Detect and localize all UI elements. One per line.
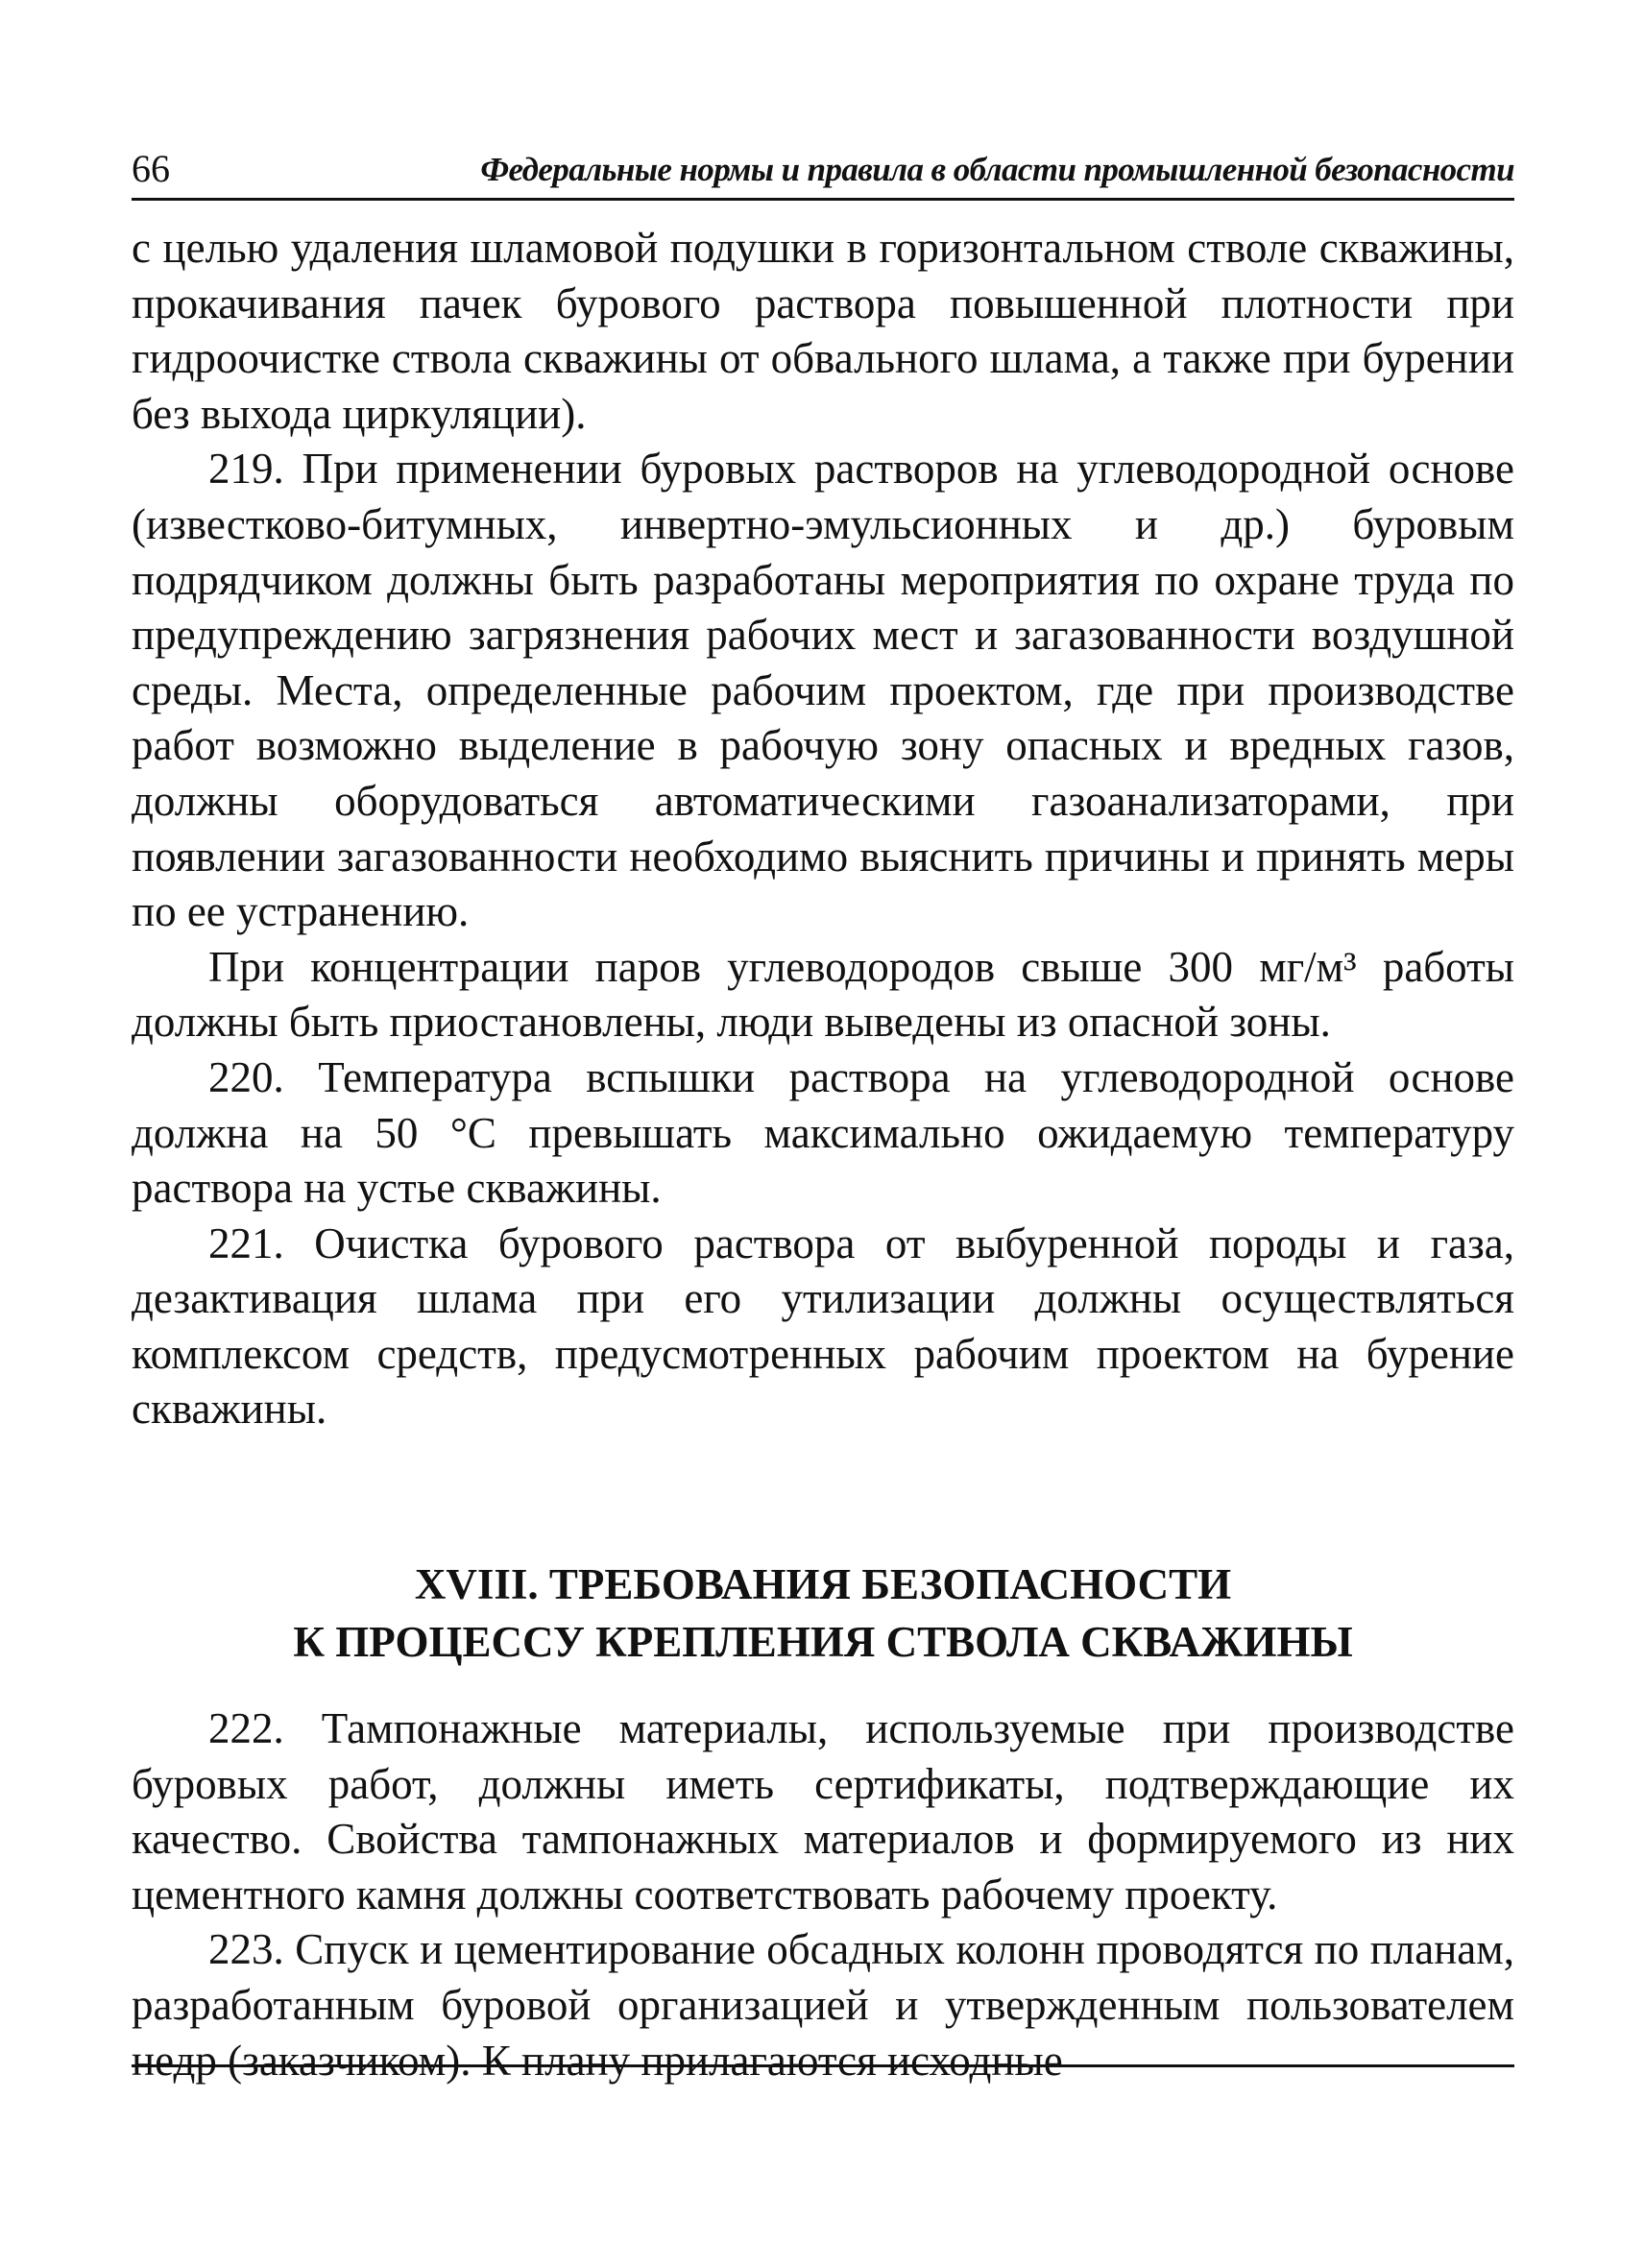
section-heading-line-2: К ПРОЦЕССУ КРЕПЛЕНИЯ СТВОЛА СКВАЖИНЫ [293,1618,1353,1666]
paragraph-223: 223. Спуск и цементирование обсадных колонн проводятся по планам, разработанным буровой организацией и утвержденным пользователем недр (заказчиком). К плану прилагаются исходные [132,1925,1514,2085]
running-header [132,142,1514,201]
section-heading-line-1: XVIII. ТРЕБОВАНИЯ БЕЗОПАСНОСТИ [414,1560,1232,1608]
page-number: 66 [132,147,170,190]
paragraph-221: 221. Очистка бурового раствора от выбуренной породы и газа, дезактивация шлама при его утилизации должны осуществляться комплексом средств, предусмотренных рабочим проектом на бурение скважины. [132,1218,1514,1434]
running-header-title: Федеральные нормы и правила в области промышленной безопасности [480,151,1514,188]
paragraph-219: 219. При применении буровых растворов на углеводородной основе (известково-битумных, инвертно-эмульсионных и др.) буровым подрядчиком должны быть разработаны мероприятия по охране труда по предупреждению загрязнения рабочих мест и загазованности воздушной среды. Места, определенные рабочим проектом, где при производстве работ возможно выделение в рабочую зону опасных и вредных газов, должны оборудоваться автоматическими газоанализаторами, при появлении загазованности необходимо выяснить причины и принять меры по ее устранению. [132,445,1514,936]
paragraph-continued: с целью удаления шламовой подушки в горизонтальном стволе скважины, прокачивания пачек бурового раствора повышенной плотности при гидроочистке ствола скважины от обвального шлама, а также при бурении без выхода циркуляции). [132,224,1514,438]
body-text-bottom [132,1701,1514,2088]
footer-rule [132,2064,1514,2067]
paragraph-222: 222. Тампонажные материалы, используемые при производстве буровых работ, должны иметь сертификаты, подтверждающие их качество. Свойства тампонажных материалов и формируемого из них цементного камня должны соответствовать рабочему проекту. [132,1704,1514,1918]
body-text-top [132,221,1514,1437]
section-heading [132,1556,1514,1671]
paragraph-220: 220. Температура вспышки раствора на углеводородной основе должна на 50 °С превышать максимально ожидаемую температуру раствора на устье скважины. [132,1052,1514,1213]
paragraph-concentration: При концентрации паров углеводородов свыше 300 мг/м³ работы должны быть приостановлены, люди выведены из опасной зоны. [132,942,1514,1047]
